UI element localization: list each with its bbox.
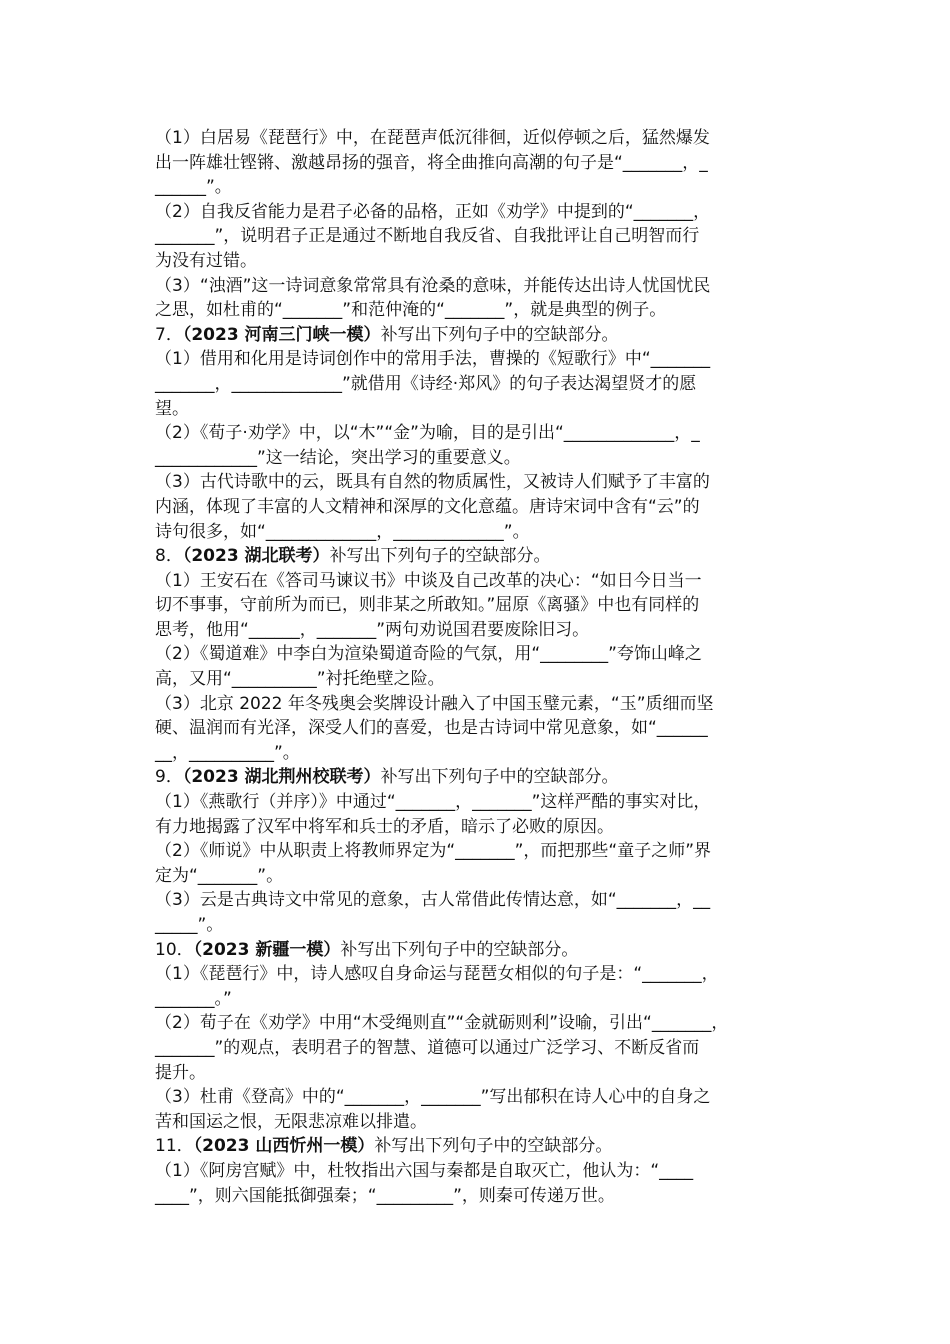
- text-line: （2）《荀子·劝学》中，以“木”“金”为喻，目的是引出“_____________，_: [155, 423, 700, 444]
- text-line: _______”，说明君子正是通过不断地自我反省、自我批评让自己明智而行: [155, 226, 700, 247]
- text-line: ____________”这一结论，突出学习的重要意义。: [155, 447, 521, 468]
- text-line: （1）《燕歌行（并序）》中通过“_______，_______”这样严酷的事实对比，: [155, 792, 711, 813]
- text-line: （3）北京 2022 年冬残奥会奖牌设计融入了中国玉璧元素，“玉”质细而坚: [155, 693, 714, 714]
- text-line: （3）云是古典诗文中常见的意象，古人常借此传情达意，如“_______，__: [155, 890, 711, 911]
- question-source: （2023 河南三门峡一模）: [182, 324, 381, 345]
- text-line: （1）《阿房宫赋》中，杜牧指出六国与秦都是自取灭亡，他认为：“____: [155, 1160, 694, 1181]
- question-source: （2023 湖北荆州校联考）: [182, 767, 381, 788]
- text-line: 有力地揭露了汉军中将军和兵士的矛盾，暗示了必败的原因。: [155, 816, 614, 837]
- text-line: 望。: [155, 398, 189, 419]
- question-heading-11: [155, 1134, 805, 1159]
- text-line: 高，又用“__________”衬托绝壁之险。: [155, 669, 445, 690]
- text-line: （3）杜甫《登高》中的“_______，_______”写出郁积在诗人心中的自身之: [155, 1087, 711, 1108]
- text-line: （3）“浊酒”这一诗词意象常常具有沧桑的意味，并能传达出诗人忧国忧民: [155, 275, 711, 296]
- text-line: （3）古代诗歌中的云，既具有自然的物质属性，又被诗人们赋予了丰富的: [155, 472, 710, 493]
- text-line: （2）荀子在《劝学》中用“木受绳则直”“金就砺则利”设喻，引出“_______，: [155, 1013, 729, 1034]
- question-number: 11．: [155, 1136, 194, 1157]
- text-line: （1）《琵琶行》中，诗人感叹自身命运与琵琶女相似的句子是：“_______，: [155, 964, 719, 985]
- question-source: （2023 山西忻州一模）: [193, 1136, 375, 1157]
- text-line: 出一阵雄壮铿锵、激越昂扬的强音，将全曲推向高潮的句子是“_______，_: [155, 152, 708, 173]
- question-heading-9: [155, 765, 805, 790]
- text-line: 之思，如杜甫的“_______”和范仲淹的“_______”，就是典型的例子。: [155, 300, 667, 321]
- text-line: 苦和国运之恨，无限悲凉难以排遣。: [155, 1111, 427, 1132]
- text-line: 硬、温润而有光泽，深受人们的喜爱，也是古诗词中常见意象，如“______: [155, 718, 708, 739]
- text-line: ____”，则六国能抵御强秦；“_________”，则秦可传递万世。: [155, 1185, 615, 1206]
- text-line: 提升。: [155, 1062, 206, 1083]
- question-heading-7: [155, 323, 805, 348]
- text-line: _____”。: [155, 915, 224, 935]
- question-source: （2023 湖北联考）: [182, 546, 330, 567]
- text-line: _______。”: [155, 988, 232, 1009]
- text-line: _______，_____________”就借用《诗经·郑风》的句子表达渴望贤才的愿: [155, 373, 697, 394]
- question-number: 7．: [155, 324, 183, 345]
- text-line: （2）《师说》中从职责上将教师界定为“_______”，而把那些“童子之师”界: [155, 841, 712, 862]
- question-instruction: 补写出下列句子中的空缺部分。: [374, 1136, 613, 1157]
- question-instruction: 补写出下列句子中的空缺部分。: [340, 939, 579, 960]
- question-source: （2023 新疆一模）: [193, 939, 341, 960]
- text-line: 为没有过错。: [155, 250, 257, 271]
- text-line: （2）《蜀道难》中李白为渲染蜀道奇险的气氛，用“________”夸饰山峰之: [155, 644, 702, 665]
- text-line: （1）王安石在《答司马谏议书》中谈及自己改革的决心：“如日今日当一: [155, 570, 702, 591]
- text-line: 定为“_______”。: [155, 865, 284, 886]
- question-instruction: 补写出下列句子中的空缺部分。: [380, 767, 619, 788]
- text-line: （1）借用和化用是诗词创作中的常用手法，曹操的《短歌行》中“_______: [155, 349, 711, 370]
- question-instruction: 补写出下列句子的空缺部分。: [329, 546, 551, 567]
- text-line: （2）自我反省能力是君子必备的品格，正如《劝学》中提到的“_______，: [155, 201, 711, 222]
- text-line: ______”。: [155, 177, 232, 198]
- question-heading-8: [155, 544, 805, 569]
- text-line: __，__________”。: [155, 742, 300, 763]
- document-page: [155, 126, 805, 1208]
- text-line: （1）白居易《琵琶行》中，在琵琶声低沉徘徊，近似停顿之后，猛然爆发: [155, 128, 710, 148]
- question-heading-10: [155, 938, 805, 963]
- text-line: 思考，他用“______，_______”两句劝说国君要废除旧习。: [155, 619, 590, 640]
- text-line: 切不事事，守前所为而已，则非某之所敢知。”屈原《离骚》中也有同样的: [155, 595, 700, 616]
- question-number: 10．: [155, 939, 194, 960]
- text-line: _______”的观点，表明君子的智慧、道德可以通过广泛学习、不断反省而: [155, 1037, 700, 1058]
- question-number: 9．: [155, 767, 183, 788]
- text-line: 诗句很多，如“_____________，_____________”。: [155, 521, 530, 542]
- question-instruction: 补写出下列句子中的空缺部分。: [380, 324, 619, 345]
- question-number: 8．: [155, 546, 183, 567]
- text-line: 内涵，体现了丰富的人文精神和深厚的文化意蕴。唐诗宋词中含有“云”的: [155, 496, 700, 517]
